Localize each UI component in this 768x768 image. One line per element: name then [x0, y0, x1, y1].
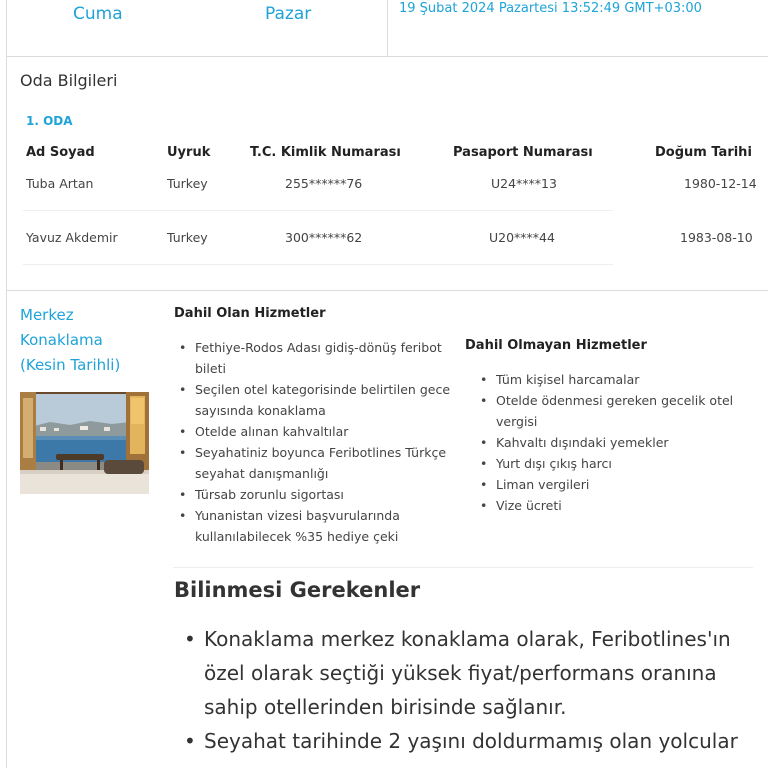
guest-nationality: Turkey — [167, 230, 208, 245]
guest-name: Tuba Artan — [26, 176, 94, 191]
divider — [387, 0, 388, 57]
list-item: • Yurt dışı çıkış harcı — [475, 453, 745, 474]
list-item: • Kahvaltı dışındaki yemekler — [475, 432, 745, 453]
list-item: • Seyahatiniz boyunca Feribotlines Türkçe seyahat danışmanlığı — [174, 442, 464, 484]
col-header-passport: Pasaport Numarası — [453, 145, 593, 160]
list-item: • Otelde ödenmesi gereken gecelik otel vergisi — [475, 390, 745, 432]
col-header-tc: T.C. Kimlik Numarası — [250, 145, 401, 160]
section-divider — [173, 567, 753, 568]
excluded-services-title: Dahil Olmayan Hizmetler — [465, 338, 647, 353]
start-day: Cuma — [73, 4, 123, 24]
notes-title: Bilinmesi Gerekenler — [174, 578, 421, 602]
notes-list — [174, 622, 764, 758]
list-item: • Seçilen otel kategorisinde belirtilen gece sayısında konaklama — [174, 379, 464, 421]
reservation-timestamp: 19 Şubat 2024 Pazartesi 13:52:49 GMT+03:00 — [399, 1, 702, 16]
guest-birth: 1983-08-10 — [680, 230, 753, 245]
guest-name: Yavuz Akdemir — [26, 230, 118, 245]
list-item: • Konaklama merkez konaklama olarak, Feribotlines'ın özel olarak seçtiği yüksek fiyat/performans oranına sahip otellerinden birisinde sağlanır. — [174, 622, 764, 724]
package-title-line: Konaklama — [20, 331, 103, 349]
col-header-birth: Doğum Tarihi — [655, 145, 752, 160]
room-info-section — [7, 57, 768, 291]
list-item: • Türsab zorunlu sigortası — [174, 484, 464, 505]
list-item: • Seyahat tarihinde 2 yaşını doldurmamış olan yolcular — [174, 724, 764, 758]
list-item: • Vize ücreti — [475, 495, 745, 516]
guest-birth: 1980-12-14 — [684, 176, 757, 191]
hotel-room-sea-view-image — [20, 392, 149, 494]
end-day: Pazar — [265, 4, 312, 24]
guest-nationality: Turkey — [167, 176, 208, 191]
date-row — [7, 0, 768, 57]
guest-tc: 255******76 — [285, 176, 363, 191]
list-item: • Liman vergileri — [475, 474, 745, 495]
package-title-line: (Kesin Tarihli) — [20, 356, 121, 374]
list-item: • Fethiye-Rodos Adası gidiş-dönüş feribot bileti — [174, 337, 464, 379]
row-divider — [23, 264, 613, 265]
included-services-list — [174, 337, 464, 547]
guest-passport: U24****13 — [491, 176, 557, 191]
list-item: • Otelde alınan kahvaltılar — [174, 421, 464, 442]
package-title — [20, 303, 120, 378]
included-services-title: Dahil Olan Hizmetler — [174, 306, 326, 321]
list-item: • Tüm kişisel harcamalar — [475, 369, 745, 390]
guest-tc: 300******62 — [285, 230, 363, 245]
excluded-services-list — [475, 369, 745, 516]
col-header-name: Ad Soyad — [26, 145, 95, 160]
row-divider — [23, 210, 613, 211]
list-item: • Yunanistan vizesi başvurularında kullanılabilecek %35 hediye çeki — [174, 505, 464, 547]
guest-passport: U20****44 — [489, 230, 555, 245]
package-title-line: Merkez — [20, 306, 74, 324]
room-number-label: 1. ODA — [26, 114, 73, 128]
reservation-detail — [6, 0, 768, 768]
room-info-title: Oda Bilgileri — [20, 71, 118, 90]
col-header-nationality: Uyruk — [167, 145, 211, 160]
